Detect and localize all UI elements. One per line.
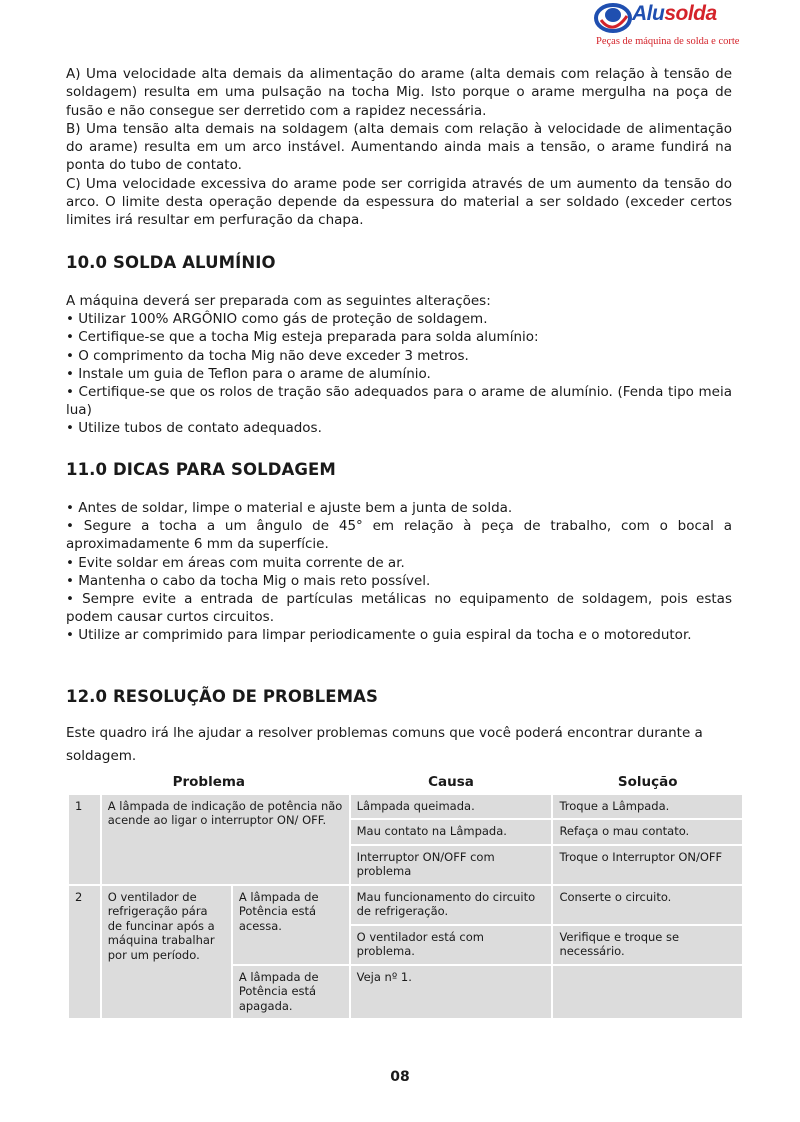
list-item: • Segure a tocha a um ângulo de 45° em relação à peça de trabalho, com o bocal a aproximadamente 6 mm da superfície. [66,518,732,553]
list-item: • Evite soldar em áreas com muita corrente de ar. [66,554,405,571]
row-number: 1 [69,795,100,884]
problem-cell: A lâmpada de indicação de potência não acende ao ligar o interruptor ON/ OFF. [102,795,349,884]
cause-cell: Mau contato na Lâmpada. [351,820,552,844]
cause-cell: O ventilador está com problema. [351,926,552,964]
solution-cell: Refaça o mau contato. [553,820,742,844]
table-row [69,795,742,819]
list-item: • Utilize ar comprimido para limpar periodicamente o guia espiral da tocha e o motoredutor. [66,627,692,644]
header-solucao: Solução [553,774,742,793]
section-10-title: 10.0 SOLDA ALUMÍNIO [66,253,276,272]
condition-cell: A lâmpada de Potência está acessa. [233,886,349,964]
section-12-title: 12.0 RESOLUÇÃO DE PROBLEMAS [66,687,378,706]
cause-cell: Veja nº 1. [351,966,552,1019]
solution-cell: Conserte o circuito. [553,886,742,924]
intro-paragraphs [66,65,732,230]
problem-cell: O ventilador de refrigeração pára de funcinar após a máquina trabalhar por um período. [102,886,231,1019]
solution-cell [553,966,742,1019]
table-header-row [69,774,742,793]
header-problema: Problema [69,774,349,793]
alusolda-swirl-icon [593,2,633,34]
troubleshooting-table [67,772,744,1020]
cause-cell: Mau funcionamento do circuito de refrigeração. [351,886,552,924]
section-11-title: 11.0 DICAS PARA SOLDAGEM [66,460,336,479]
list-item: • Utilizar 100% ARGÔNIO como gás de proteção de soldagem. [66,311,488,328]
list-item: • Certifique-se que os rolos de tração são adequados para o arame de alumínio. (Fenda tipo meia lua) [66,384,732,419]
brand-tagline: Peças de máquina de solda e corte [596,36,740,47]
list-item: • Certifique-se que a tocha Mig esteja preparada para solda alumínio: [66,329,539,346]
brand-name: Alusolda [632,2,717,25]
list-item: • Sempre evite a entrada de partículas metálicas no equipamento de soldagem, pois estas podem causar curtos circuitos. [66,591,732,626]
section-12-intro: Este quadro irá lhe ajudar a resolver problemas comuns que você poderá encontrar durante a soldagem. [66,725,703,764]
brand-logo [588,0,740,52]
list-item: • Utilize tubos de contato adequados. [66,420,322,437]
table-row [69,886,742,924]
list-item: • Instale um guia de Teflon para o arame de alumínio. [66,365,431,382]
solution-cell: Troque a Lâmpada. [553,795,742,819]
list-item: • O comprimento da tocha Mig não deve exceder 3 metros. [66,347,469,364]
paragraph-a: A) Uma velocidade alta demais da alimentação do arame (alta demais com relação à tensão de soldagem) resulta em uma pulsação na tocha Mig. Isto porque o arame mergulha na poça de fusão e não consegue ser derretido com a rapidez necessária. [66,66,732,119]
list-item: • Antes de soldar, limpe o material e ajuste bem a junta de solda. [66,500,513,516]
cause-cell: Interruptor ON/OFF com problema [351,846,552,884]
section-10-intro: A máquina deverá ser preparada com as seguintes alterações: [66,293,491,309]
paragraph-c: C) Uma velocidade excessiva do arame pode ser corrigida através de um aumento da tensão do arco. O limite desta operação depende da espessura do material a ser soldado (exceder certos limites irá resultar em perfuração da chapa. [66,175,732,229]
condition-cell: A lâmpada de Potência está apagada. [233,966,349,1019]
solution-cell: Verifique e troque se necessário. [553,926,742,964]
list-item: • Mantenha o cabo da tocha Mig o mais reto possível. [66,572,431,589]
row-number: 2 [69,886,100,1019]
section-11-body [66,499,732,645]
solution-cell: Troque o Interruptor ON/OFF [553,846,742,884]
page-number: 08 [390,1069,410,1085]
paragraph-b: B) Uma tensão alta demais na soldagem (alta demais com relação à velocidade de alimentação do arame) resulta em um arco instável. Aumentando ainda mais a tensão, o arame fundirá na ponta do tubo de contato. [66,120,732,174]
cause-cell: Lâmpada queimada. [351,795,552,819]
header-causa: Causa [351,774,552,793]
section-10-body [66,292,732,438]
